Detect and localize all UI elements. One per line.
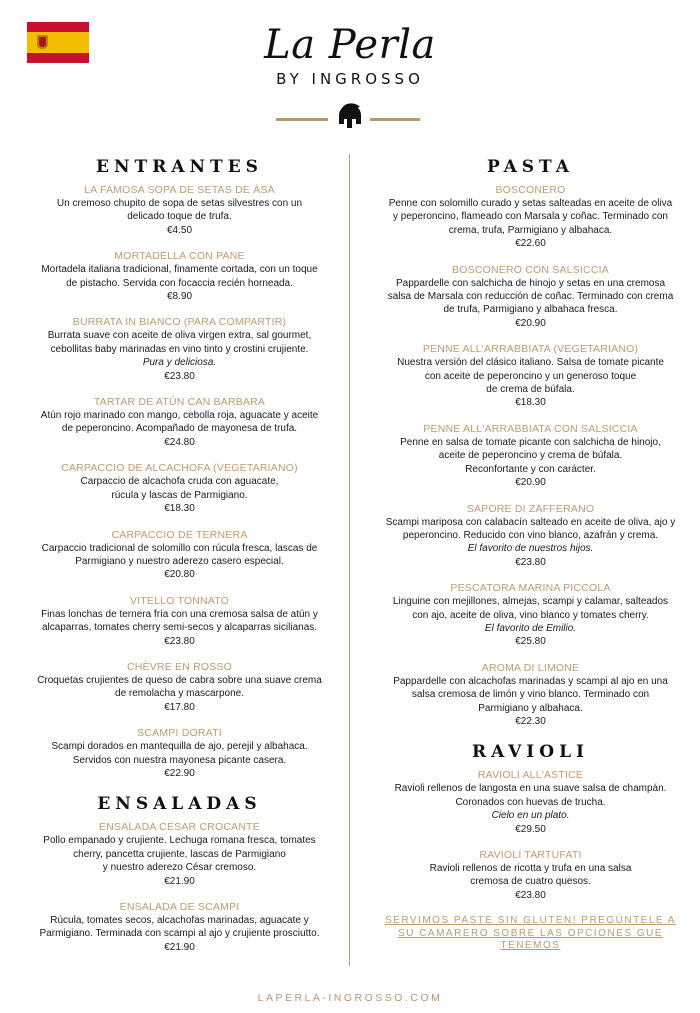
section-title-ravioli: RAVIOLI: [472, 742, 589, 763]
menu-item-description: rúcula y lascas de Parmigiano.: [111, 489, 248, 501]
menu-item: [368, 264, 693, 331]
menu-item-description: Mortadela italiana tradicional, finamente cortada, con un toque: [41, 264, 318, 276]
menu-item: [17, 661, 342, 714]
notice-line: TENEMOS: [500, 940, 561, 952]
menu-item-description: con aceite de peperoncino y un generoso toque: [424, 370, 637, 382]
menu-item: [17, 727, 342, 780]
logo-subtitle: BY INGROSSO: [276, 70, 424, 88]
menu-item-description: de trufa, Parmigiano y albahaca fresca.: [443, 304, 618, 316]
menu-item-description: y nuestro aderezo César cremoso.: [102, 862, 257, 874]
menu-item-description: Carpaccio de alcachofa cruda con aguacate,: [80, 476, 279, 488]
menu-item-description: Croquetas crujientes de queso de cabra sobre una suave crema: [37, 674, 322, 686]
menu-item: [17, 595, 342, 648]
menu-item: [368, 582, 693, 649]
pasta-list: [368, 184, 693, 728]
menu-item-price: €18.30: [164, 503, 195, 515]
menu-item-description: Linguine con mejillones, almejas, scampi y calamar, salteados: [392, 596, 669, 608]
menu-item-description: Un cremoso chupito de sopa de setas silvestres con un: [56, 198, 303, 209]
menu-item-name: CARPACCIO DE TERNERA: [111, 528, 248, 541]
menu-item-description: cremosa de cuatro quesos.: [470, 876, 591, 888]
menu-item-name: MORTADELLA CON PANE: [114, 250, 245, 263]
menu-item-note: El favorito de nuestros hijos.: [467, 543, 594, 555]
section-title-pasta: PASTA: [487, 157, 574, 177]
menu-item-description: Rúcula, tomates secos, alcachofas marinadas, aguacate y: [50, 915, 309, 926]
menu-item-name: SCAMPI DORATI: [137, 727, 222, 740]
ravioli-list: [368, 769, 693, 902]
menu-item-description: Pappardelle con alcachofas marinadas y scampi al ajo en una: [393, 675, 668, 687]
menu-item-price: €23.80: [164, 635, 195, 647]
menu-item-price: €25.80: [515, 636, 546, 648]
menu-item-name: PESCATORA MARINA PICCOLA: [450, 582, 611, 595]
menu-item-price: €20.90: [515, 477, 546, 489]
column-divider: [349, 154, 350, 966]
menu-item-price: €24.80: [164, 436, 195, 448]
menu-item-description: Nuestra versión del clásico italiano. Salsa de tomate picante: [397, 357, 664, 369]
menu-item-description: Coronados con huevas de trucha.: [455, 796, 606, 808]
menu-item-name: RAVIOLI TARTUFATI: [479, 849, 582, 861]
menu-item-price: €22.30: [515, 715, 546, 727]
menu-item: [368, 343, 693, 410]
menu-item: [17, 821, 342, 888]
notice-line: SERVIMOS PASTE SIN GLUTEN! PREGÚNTELE A: [385, 915, 676, 927]
menu-item-description: de remolacha y mascarpone.: [115, 688, 244, 700]
menu-item: [17, 462, 342, 515]
menu-item: [368, 503, 693, 570]
section-title-ensaladas: ENSALADAS: [97, 794, 262, 815]
menu-item-description: delicado toque de trufa.: [127, 211, 232, 223]
menu-item-name: ENSALADA CÉSAR CROCANTE: [99, 821, 260, 834]
menu-item-description: Ravioli rellenos de langosta en una suave salsa de champán.: [394, 783, 667, 795]
menu-item-price: €8.90: [166, 291, 193, 303]
menu-item-price: €23.80: [164, 370, 195, 382]
menu-item-price: €22.90: [164, 767, 195, 779]
menu-item: [17, 901, 342, 954]
menu-item: [368, 849, 693, 902]
menu-item-description: aceite de peperoncino y crema de búfala.: [438, 450, 623, 462]
menu-item-name: BOSCONERO: [495, 184, 566, 196]
menu-item-name: SAPORE DI ZAFFERANO: [466, 502, 595, 515]
menu-item-description: Penne en salsa de tomate picante con salchicha de hinojo,: [400, 436, 661, 448]
menu-item-description: Finas lonchas de ternera fría con una cremosa salsa de atún y: [41, 608, 318, 620]
menu-item: [368, 662, 693, 729]
menu-item-name: RAVIOLI ALL'ASTICE: [477, 769, 584, 782]
menu-item-description: cherry, pancetta crujiente, lascas de Parmigiano: [73, 848, 286, 860]
entrantes-list: [17, 184, 342, 780]
menu-item-description: Penne con solomillo curado y setas salteadas en aceite de oliva: [388, 198, 673, 209]
menu-item: [368, 184, 693, 251]
menu-item-description: cebollitas baby marinadas en vino tinto y crostini crujiente.: [50, 343, 309, 355]
menu-item-name: PENNE ALL'ARRABBIATA CON SALSICCIA: [423, 422, 638, 435]
menu-item-description: y peperoncino, flameado con Marsala y coñac. Terminado con: [393, 211, 668, 223]
menu-item-description: Parmigiano y albahaca.: [478, 702, 583, 714]
menu-item-description: Scampi mariposa con calabacín salteado en aceite de oliva, ajo y: [385, 516, 676, 528]
menu-item-price: €22.60: [515, 238, 546, 250]
menu-item-description: Servidos con nuestra mayonesa picante casera.: [72, 754, 287, 766]
menu-item-description: de peperoncino. Acompañado de mayonesa de trufa.: [61, 423, 298, 435]
menu-item-description: salsa de Marsala con reducción de coñac. Terminado con crema: [387, 291, 674, 303]
menu-item-description: Atún rojo marinado con mango, cebolla roja, aguacate y aceite: [40, 410, 319, 422]
section-title-entrantes: ENTRANTES: [96, 157, 263, 177]
menu-item-description: Parmigiano y nuestro aderezo casero especial.: [75, 555, 284, 567]
menu-item-description: salsa cremosa de limón y vino blanco. Terminado con: [411, 689, 650, 701]
menu-item: [17, 250, 342, 303]
ornament-line-left: [276, 118, 328, 121]
menu-item-name: CARPACCIO DE ALCACHOFA (VEGETARIANO): [61, 462, 298, 475]
left-column: [17, 156, 342, 967]
footer-url[interactable]: LAPERLA-INGROSSO.COM: [257, 992, 443, 1004]
right-column: [368, 156, 693, 953]
menu-item-description: alcaparras, tomates cherry semi-secos y alcaparras sicilianas.: [41, 622, 318, 634]
menu-item-price: €29.50: [515, 823, 546, 835]
menu-item-name: BOSCONERO CON SALSICCIA: [452, 263, 609, 276]
menu-item-name: ENSALADA DE SCAMPI: [119, 901, 240, 913]
menu-item-description: Reconfortante y con carácter.: [465, 463, 596, 475]
menu-item: [368, 769, 693, 836]
menu-item-note: El favorito de Emilio.: [484, 622, 577, 634]
menu-item-name: PENNE ALL'ARRABBIATA (VEGETARIANO): [422, 343, 639, 356]
menu-item-name: AROMA DI LIMONE: [481, 661, 580, 674]
menu-item-description: Ravioli rellenos de ricotta y trufa en una salsa: [429, 863, 632, 874]
menu-item-price: €23.80: [515, 889, 546, 901]
spartan-helmet-icon: [336, 102, 364, 132]
menu-item-description: Burrata suave con aceite de oliva virgen extra, sal gourmet,: [47, 330, 312, 342]
ornament-line-right: [370, 118, 420, 121]
menu-item-description: Parmigiano. Terminada con scampi al ajo y crujiente prosciutto.: [39, 928, 320, 940]
menu-item-price: €18.30: [515, 397, 546, 409]
menu-item-description: peperoncino. Reducido con vino blanco, azafrán y crema.: [402, 529, 659, 541]
menu-item-description: crema, trufa, Parmigiano y albahaca.: [448, 224, 613, 236]
menu-item-note: Pura y deliciosa.: [142, 357, 217, 369]
menu-item: [17, 529, 342, 582]
ensaladas-list: [17, 821, 342, 954]
menu-item-name: LA FAMOSA SOPA DE SETAS DE ÁSA: [84, 184, 275, 196]
menu-item-price: €21.90: [164, 875, 195, 887]
menu-item-price: €20.90: [515, 317, 546, 329]
menu-item: [17, 184, 342, 237]
logo: La Perla: [264, 22, 436, 68]
menu-item-description: Carpaccio tradicional de solomillo con rúcula fresca, lascas de: [41, 542, 318, 554]
gluten-free-notice[interactable]: [368, 915, 693, 953]
menu-item-price: €4.50: [166, 224, 193, 236]
menu-item-name: CHÈVRE EN ROSSO: [126, 660, 233, 673]
notice-line: SU CAMARERO SOBRE LAS OPCIONES GUE: [398, 927, 663, 939]
menu-item-description: Pollo empanado y crujiente. Lechuga romana fresca, tomates: [43, 835, 316, 847]
menu-item-description: de pistacho. Servida con focaccia recién horneada.: [66, 277, 293, 289]
menu-item-name: TARTAR DE ATÚN CAN BARBARA: [93, 396, 266, 409]
menu-item-description: Pappardelle con salchicha de hinojo y setas en una cremosa: [395, 277, 666, 289]
header-ornament: [0, 102, 700, 132]
menu-item-price: €17.80: [164, 701, 195, 713]
menu-item: [368, 423, 693, 490]
menu-item: [17, 396, 342, 449]
menu-item-name: VITELLO TONNATO: [129, 594, 230, 607]
menu-item-price: €23.80: [515, 556, 546, 568]
menu-item-description: de crema de búfala.: [486, 384, 575, 396]
menu-item-note: Cielo en un plato.: [491, 810, 570, 822]
brand-header: [0, 22, 700, 88]
menu-item-price: €21.90: [164, 941, 195, 953]
menu-item-description: con ajo, aceite de oliva, vino blanco y tomates cherry.: [412, 609, 649, 621]
menu-item-name: BURRATA IN BIANCO (PARA COMPARTIR): [72, 316, 287, 329]
menu-item-description: Scampi dorados en mantequilla de ajo, perejil y albahaca.: [51, 741, 308, 753]
menu-item-price: €20.80: [164, 569, 195, 581]
menu-item: [17, 316, 342, 383]
